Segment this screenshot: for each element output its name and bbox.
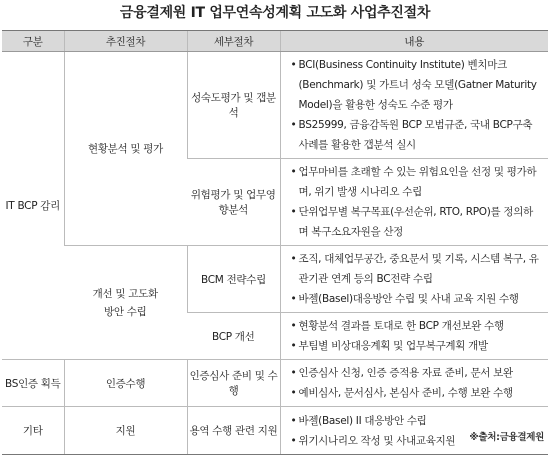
process-cert: 인증수행	[64, 360, 187, 407]
category-bs: BS인증 획득	[2, 360, 64, 407]
content-service	[280, 407, 548, 455]
list-item: • 바젤(Basel) II 대응방안 수립	[291, 411, 543, 431]
header-content: 내용	[280, 31, 548, 52]
procedure-table	[2, 30, 548, 455]
table-row	[2, 360, 548, 407]
process-improve-line1: 개선 및 고도화	[92, 287, 158, 300]
process-analysis: 현황분석 및 평가	[64, 52, 187, 246]
list-item: • 업무마비를 초래할 수 있는 위험요인을 선정 및 평가하며, 위기 발생 시나리오 수립	[291, 162, 543, 202]
detail-bcm: BCM 전략수립	[187, 246, 280, 313]
list-item: • 현황분석 결과를 토대로 한 BCP 개선보완 수행	[291, 316, 543, 336]
table-row	[2, 246, 548, 313]
category-other: 기타	[2, 407, 64, 455]
content-cert-prep	[280, 360, 548, 407]
list-item: • 예비심사, 문서심사, 본심사 준비, 수행 보완 수행	[291, 383, 543, 403]
list-item: • 조직, 대체업무공간, 중요문서 및 기록, 시스템 복구, 유관기관 연계 등의 BC전략 수립	[291, 249, 543, 289]
header-row	[2, 31, 548, 52]
content-maturity	[280, 52, 548, 159]
detail-risk: 위험평가 및 업무영향분석	[187, 159, 280, 246]
header-detail: 세부절차	[187, 31, 280, 52]
process-improve	[64, 246, 187, 360]
content-bcp	[280, 313, 548, 360]
content-risk	[280, 159, 548, 246]
list-item: • 부팀별 비상대응계획 및 업무복구계획 개발	[291, 336, 543, 356]
process-improve-line2: 방안 수립	[104, 305, 147, 318]
detail-bcp: BCP 개선	[187, 313, 280, 360]
list-item: • BCI(Business Continuity Institute) 벤치마크 (Benchmark) 및 가트너 성숙 모델(Gatner Maturity Model)을 활용한 성숙도 수준 평가	[291, 55, 543, 115]
content-bcm	[280, 246, 548, 313]
source-note: ※출처:금융결제원	[469, 432, 544, 443]
detail-cert-prep: 인증심사 준비 및 수행	[187, 360, 280, 407]
list-item: • 바젤(Basel)대응방안 수립 및 사내 교육 지원 수행	[291, 289, 543, 309]
list-item: • 인증심사 신청, 인증 증적용 자료 준비, 문서 보완	[291, 363, 543, 383]
detail-maturity: 성숙도평가 및 갭분석	[187, 52, 280, 159]
list-item: • 위기시나리오 작성 및 사내교육지원	[291, 431, 543, 451]
header-process: 추진절차	[64, 31, 187, 52]
header-category: 구분	[2, 31, 64, 52]
process-support: 지원	[64, 407, 187, 455]
list-item: • 단위업무별 복구목표(우선순위, RTO, RPO)를 정의하며 복구소요자원을 산정	[291, 202, 543, 242]
list-item: • BS25999, 금융감독원 BCP 모범규준, 국내 BCP구축 사례를 활용한 갭분석 실시	[291, 115, 543, 155]
page-title: 금융결제원 IT 업무연속성계획 고도화 사업추진절차	[119, 5, 431, 21]
table-row	[2, 407, 548, 455]
detail-service: 용역 수행 관련 지원	[187, 407, 280, 455]
table-row	[2, 52, 548, 159]
category-it-bcp: IT BCP 감리	[2, 52, 64, 360]
